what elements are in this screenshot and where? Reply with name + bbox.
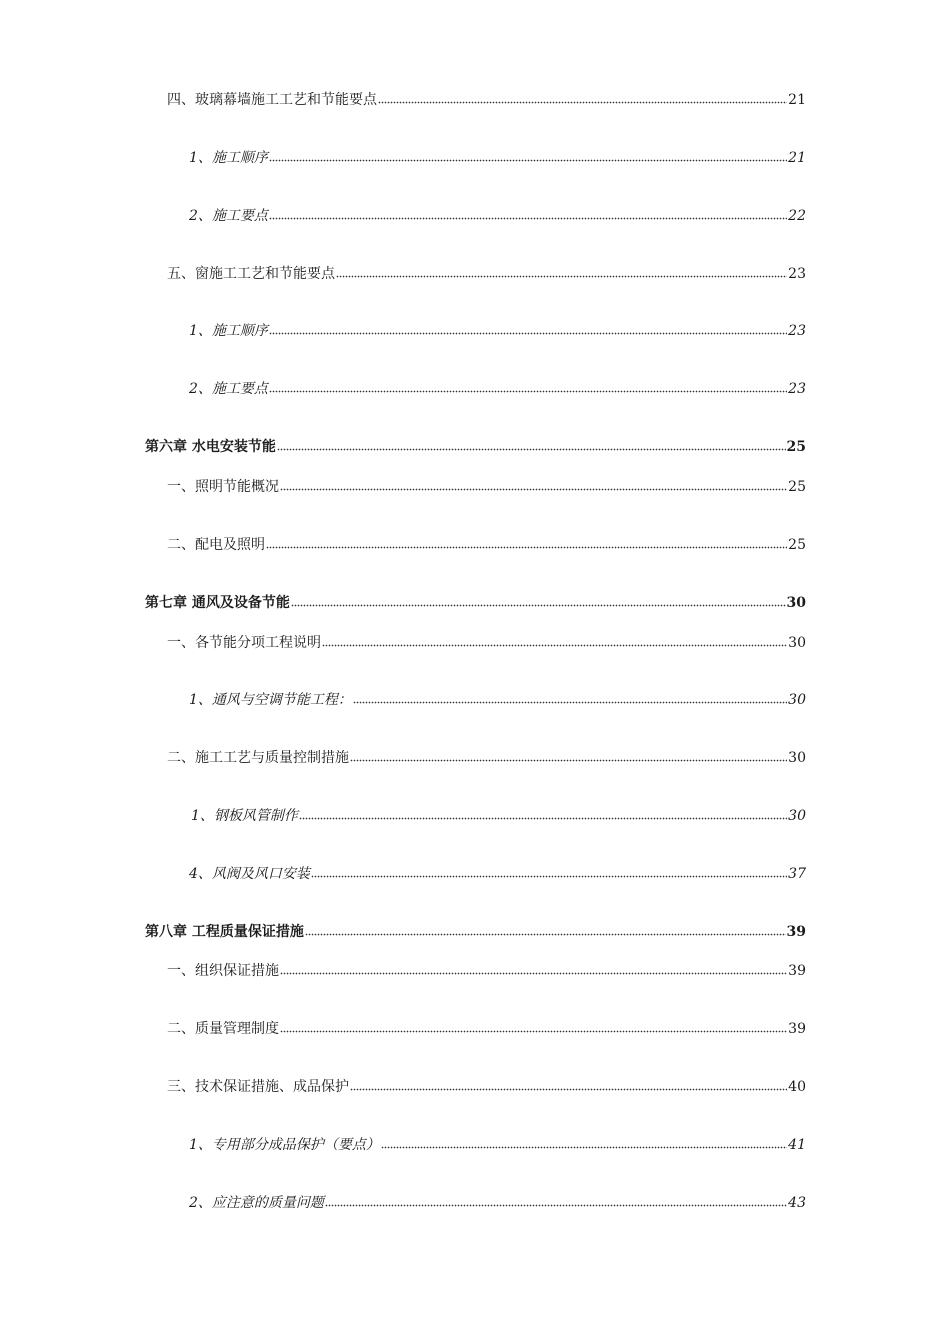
- toc-entry-title: 第八章 工程质量保证措施: [145, 924, 304, 940]
- toc-entry-title: 一、各节能分项工程说明: [167, 635, 321, 651]
- toc-entry-title: 第七章 通风及设备节能: [145, 595, 290, 611]
- toc-entry[interactable]: [167, 748, 806, 767]
- toc-entry-title: 一、照明节能概况: [167, 479, 279, 495]
- toc-entry[interactable]: [167, 633, 806, 652]
- toc-entry-page: 30: [788, 692, 806, 708]
- dot-leader: [277, 437, 786, 451]
- toc-entry-title: 1、通风与空调节能工程：: [189, 692, 352, 708]
- toc-entry[interactable]: [191, 806, 806, 825]
- toc-entry-title: 2、施工要点: [189, 381, 268, 397]
- dot-leader: [325, 1193, 787, 1207]
- toc-entry-title: 1、钢板风管制作: [191, 808, 298, 824]
- toc-entry-title: 四、玻璃幕墙施工工艺和节能要点: [167, 92, 377, 108]
- toc-chapter-entry[interactable]: [145, 593, 806, 612]
- toc-entry-title: 二、施工工艺与质量控制措施: [167, 750, 349, 766]
- dot-leader: [336, 264, 787, 278]
- toc-entry-page: 23: [788, 266, 806, 282]
- dot-leader: [305, 922, 786, 936]
- dot-leader: [378, 90, 787, 104]
- toc-entry-page: 40: [788, 1079, 806, 1095]
- dot-leader: [350, 1077, 787, 1091]
- toc-entry[interactable]: [167, 90, 806, 109]
- toc-entry[interactable]: [189, 690, 806, 709]
- dot-leader: [269, 206, 787, 220]
- toc-entry-page: 30: [788, 635, 806, 651]
- toc-entry-page: 43: [788, 1195, 806, 1211]
- toc-entry-page: 25: [786, 439, 806, 455]
- toc-entry-page: 23: [788, 323, 806, 339]
- toc-chapter-entry[interactable]: [145, 437, 806, 456]
- toc-entry[interactable]: [167, 1019, 806, 1038]
- dot-leader: [280, 477, 787, 491]
- dot-leader: [322, 633, 787, 647]
- toc-entry-title: 五、窗施工工艺和节能要点: [167, 266, 335, 282]
- dot-leader: [280, 1019, 787, 1033]
- toc-entry-title: 1、施工顺序: [189, 150, 268, 166]
- dot-leader: [350, 748, 787, 762]
- toc-entry-page: 37: [788, 866, 806, 882]
- toc-entry[interactable]: [167, 535, 806, 554]
- toc-entry-title: 2、应注意的质量问题: [189, 1195, 324, 1211]
- toc-entry-title: 1、施工顺序: [189, 323, 268, 339]
- toc-entry[interactable]: [189, 1193, 806, 1212]
- toc-entry-page: 39: [788, 1021, 806, 1037]
- toc-entry[interactable]: [189, 321, 806, 340]
- toc-entry[interactable]: [189, 1135, 806, 1154]
- dot-leader: [311, 864, 787, 878]
- dot-leader: [280, 961, 787, 975]
- toc-entry-page: 39: [786, 924, 806, 940]
- toc-entry-title: 二、质量管理制度: [167, 1021, 279, 1037]
- toc-entry[interactable]: [189, 864, 806, 883]
- toc-entry-title: 三、技术保证措施、成品保护: [167, 1079, 349, 1095]
- dot-leader: [381, 1135, 787, 1149]
- dot-leader: [269, 379, 787, 393]
- toc-entry-title: 第六章 水电安装节能: [145, 439, 276, 455]
- toc-entry[interactable]: [167, 1077, 806, 1096]
- toc-entry-page: 30: [786, 595, 806, 611]
- toc-entry-page: 21: [788, 150, 806, 166]
- toc-entry-page: 39: [788, 963, 806, 979]
- toc-entry[interactable]: [189, 379, 806, 398]
- toc-entry-page: 25: [788, 479, 806, 495]
- dot-leader: [299, 806, 787, 820]
- toc-entry-page: 30: [788, 750, 806, 766]
- dot-leader: [291, 593, 786, 607]
- dot-leader: [353, 690, 787, 704]
- toc-entry-page: 22: [788, 208, 806, 224]
- toc-entry-page: 21: [788, 92, 806, 108]
- toc-entry-title: 一、组织保证措施: [167, 963, 279, 979]
- toc-entry-title: 2、施工要点: [189, 208, 268, 224]
- toc-entry[interactable]: [167, 961, 806, 980]
- dot-leader: [266, 535, 787, 549]
- dot-leader: [269, 321, 787, 335]
- toc-entry-page: 30: [788, 808, 806, 824]
- dot-leader: [269, 148, 787, 162]
- toc-entry-page: 25: [788, 537, 806, 553]
- toc-entry[interactable]: [189, 148, 806, 167]
- toc-entry-title: 1、专用部分成品保护（要点）: [189, 1137, 380, 1153]
- toc-entry[interactable]: [167, 264, 806, 283]
- toc-chapter-entry[interactable]: [145, 922, 806, 941]
- toc-entry-title: 二、配电及照明: [167, 537, 265, 553]
- toc-entry-page: 41: [788, 1137, 806, 1153]
- toc-entry[interactable]: [189, 206, 806, 225]
- toc-entry[interactable]: [167, 477, 806, 496]
- toc-entry-page: 23: [788, 381, 806, 397]
- toc-entry-title: 4、风阀及风口安装: [189, 866, 310, 882]
